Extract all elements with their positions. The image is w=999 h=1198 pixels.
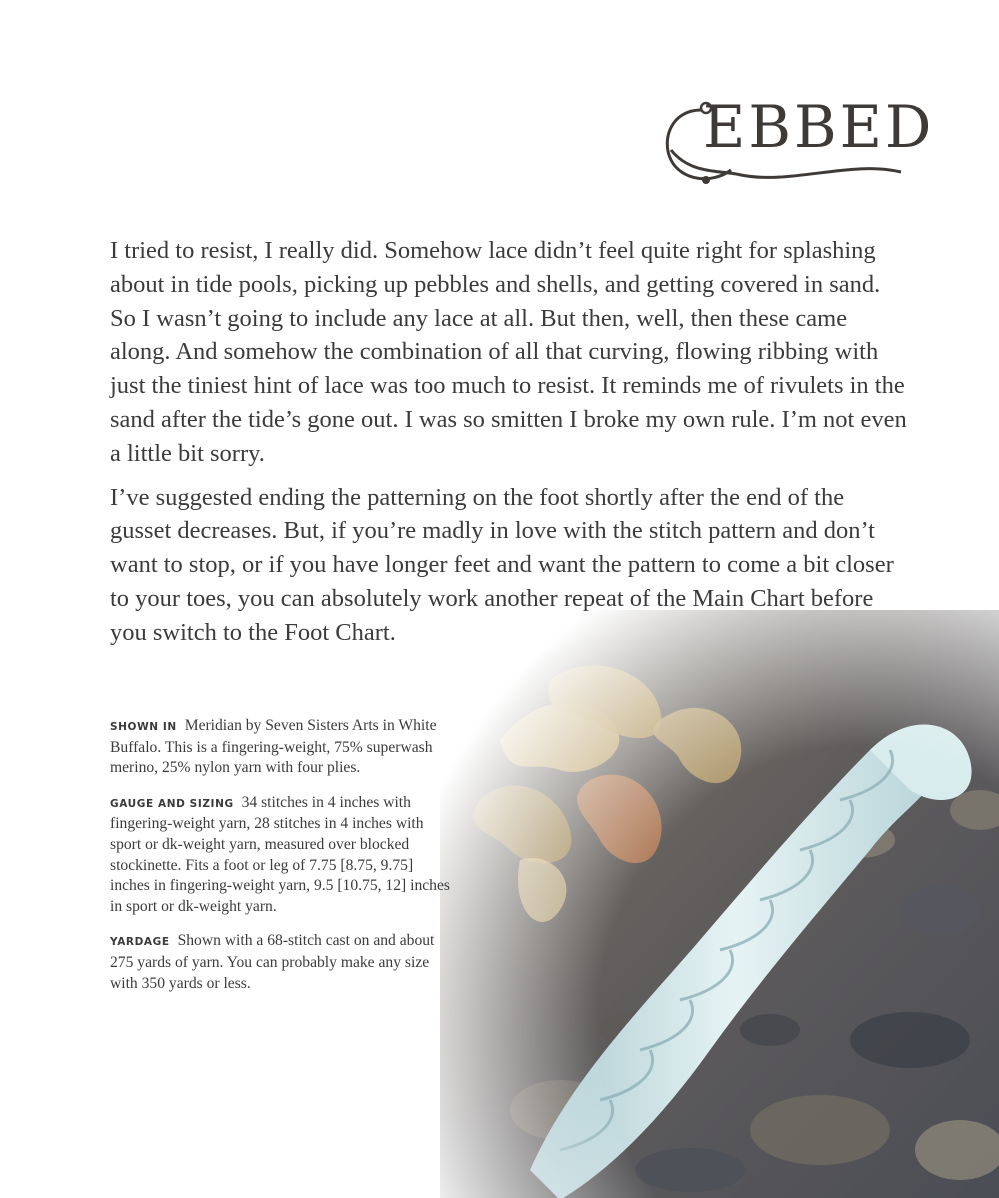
spec-text: Shown with a 68-stitch cast on and about 275 yards of yarn. You can probably make any size with 350 yards or less. — [110, 932, 435, 992]
spec-label: YARDAGE — [110, 936, 170, 949]
spec-yardage — [110, 931, 455, 994]
spec-label: SHOWN IN — [110, 721, 177, 733]
spec-shown-in — [110, 716, 455, 779]
intro-paragraph: I tried to resist, I really did. Somehow lace didn’t feel quite right for splashing about in tide pools, picking up pebbles and shells, and getting covered in sand. So I wasn’t going to include any lace at all. But then, well, then these came along. And somehow the combination of all that curving, flowing ribbing with just the tiniest hint of lace was too much to resist. It reminds me of rivulets in the sand after the tide’s gone out. I was so smitten I broke my own rule. I’m not even a little bit sorry. — [110, 237, 907, 467]
intro-paragraph: I’ve suggested ending the patterning on the foot shortly after the end of the gusset decreases. But, if you’re madly in love with the stitch pattern and don’t want to stop, or if you have longer feet and want the pattern to come a bit closer to your toes, you can absolutely work another repeat of the Main Chart before you switch to the Foot Chart. — [110, 483, 894, 646]
intro-text — [110, 234, 910, 660]
pattern-title — [651, 90, 935, 200]
watercolor-scene — [440, 610, 999, 1198]
spec-label: GAUGE AND SIZING — [110, 797, 234, 810]
spec-text: Meridian by Seven Sisters Arts in White Buffalo. This is a fingering-weight, 75% superwash merino, 25% nylon yarn with four plies. — [110, 717, 437, 777]
pattern-specs — [110, 716, 455, 1008]
spec-gauge — [110, 793, 455, 918]
title-text: EBBED — [703, 93, 935, 161]
yarn-skein-illustration — [440, 610, 999, 1198]
spec-text: 34 stitches in 4 inches with fingering-weight yarn, 28 stitches in 4 inches with sport or dk-weight yarn, measured over blocked stockinette. Fits a foot or leg of 7.75 [8.75, 9.75] inches in fingering-weight yarn, 9.5 [10.75, 12] inches in sport or dk-weight yarn. — [110, 793, 450, 915]
